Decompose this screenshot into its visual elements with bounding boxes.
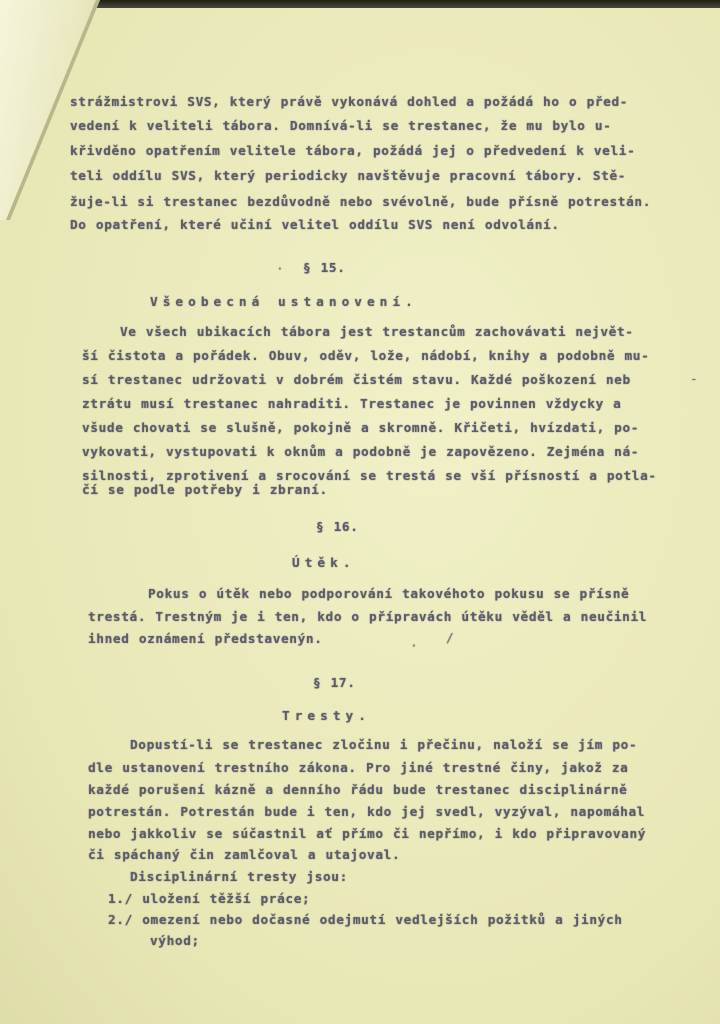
section-number: § 16. <box>316 520 359 535</box>
text-line: Disciplinární tresty jsou: <box>130 870 348 885</box>
text-line: sí trestanec udržovati v dobrém čistém stavu. Každé poškození neb <box>82 373 631 388</box>
stray-mark: / <box>446 631 455 646</box>
text-line: čí se podle potřeby i zbraní. <box>82 483 328 498</box>
text-line: vedení k veliteli tábora. Domnívá-li se trestanec, že mu bylo u- <box>70 119 612 134</box>
text-line: nebo jakkoliv se súčastnil ať přímo či nepřímo, i kdo připravovaný <box>88 827 647 842</box>
text-line: či spáchaný čin zamlčoval a utajoval. <box>88 848 401 863</box>
section-title: Tresty. <box>282 709 371 724</box>
section-number: § 15. <box>303 261 346 276</box>
text-line: každé porušení kázně a denního řádu bude trestanec disciplinárně <box>88 783 628 798</box>
text-line: všude chovati se slušně, pokojně a skromně. Křičeti, hvízdati, po- <box>82 421 640 436</box>
text-line: křivděno opatřením velitele tábora, požádá jej o předvedení k veli- <box>70 144 636 159</box>
stray-mark: - <box>690 372 699 387</box>
text-line: potrestán. Potrestán bude i ten, kdo jej svedl, vyzýval, napomáhal <box>88 805 646 820</box>
text-line: Ve všech ubikacích tábora jest trestancům zachovávati největ- <box>120 325 634 340</box>
text-line: strážmistrovi SVS, který právě vykonává dohled a požádá ho o před- <box>70 95 629 110</box>
text-line: ihned oznámení představenýn. <box>88 632 323 647</box>
section-title: Útěk. <box>292 556 356 571</box>
text-line: teli oddílu SVS, který periodicky navštěvuje pracovní tábory. Stě- <box>70 169 627 184</box>
text-line: trestá. Trestným je i ten, kdo o přípravách útěku věděl a neučinil <box>88 610 648 625</box>
stray-mark: · <box>276 262 285 277</box>
text-line: Dopustí-li se trestanec zločinu i přečinu, naloží se jím po- <box>130 738 638 753</box>
text-line: ší čistota a pořádek. Obuv, oděv, lože, nádobí, knihy a podobně mu- <box>82 349 650 364</box>
text-line: silnosti, zprotivení a srocování se trestá se vší přísností a potla- <box>82 469 657 484</box>
text-line: Pokus o útěk nebo podporování takovéhoto pokusu se přísně <box>148 587 630 602</box>
text-line: Do opatření, které učiní velitel oddílu SVS není odvolání. <box>70 218 560 233</box>
list-item: 1./ uložení těžší práce; <box>108 892 311 907</box>
section-number: § 17. <box>313 676 356 691</box>
text-line: ztrátu musí trestanec nahraditi. Trestanec je povinnen vždycky a <box>82 397 622 412</box>
text-line: vykovati, vystupovati k oknům a podobně je zapovězeno. Zejména ná- <box>82 445 640 460</box>
list-item-continuation: výhod; <box>150 934 200 949</box>
text-line: žuje-li si trestanec bezdůvodně nebo svévolně, bude přísně potrestán. <box>70 195 652 210</box>
stray-mark: · <box>410 639 419 654</box>
section-title: Všeobecná ustanovení. <box>150 295 418 310</box>
list-item: 2./ omezení nebo dočasné odejmutí vedlejších požitků a jiných <box>108 913 623 928</box>
text-line: dle ustanovení trestního zákona. Pro jiné trestné činy, jakož za <box>88 761 629 776</box>
